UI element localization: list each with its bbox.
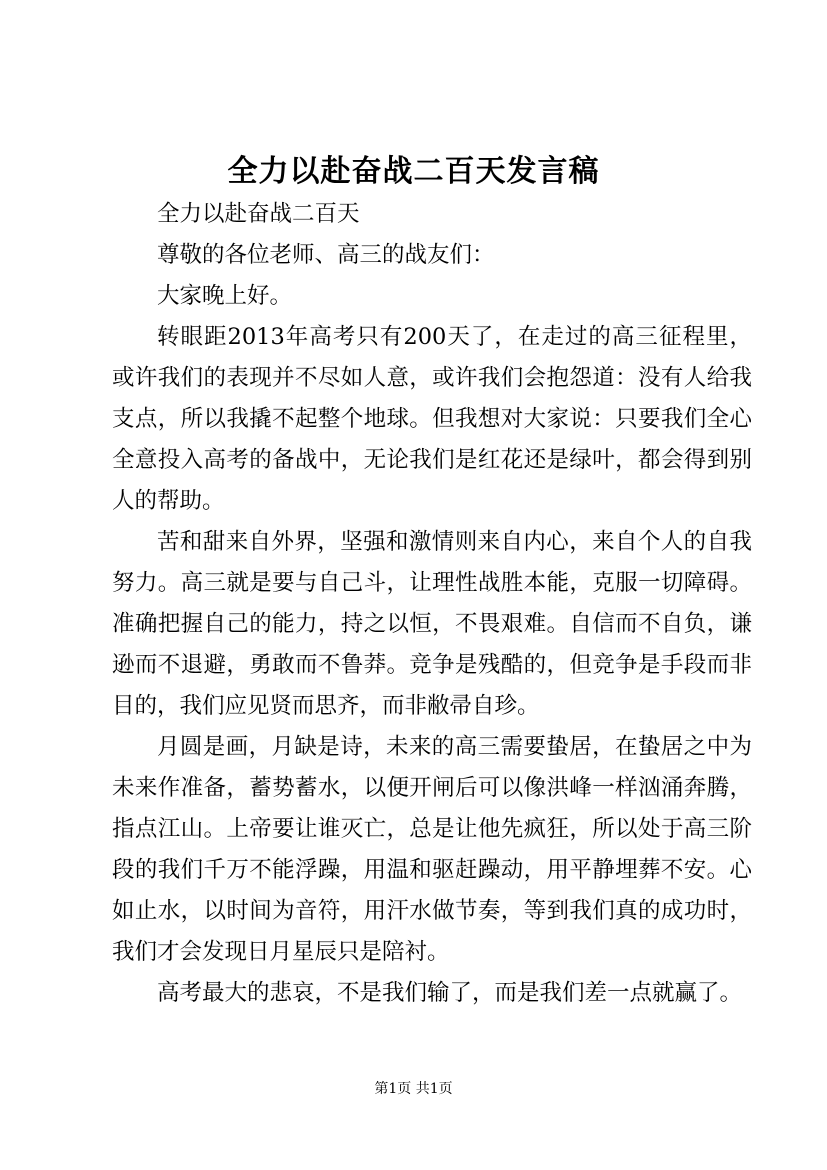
paragraph-body-4: 高考最大的悲哀，不是我们输了，而是我们差一点就赢了。 bbox=[157, 980, 743, 1006]
document-title: 全力以赴奋战二百天发言稿 bbox=[227, 154, 600, 189]
document-body bbox=[112, 194, 752, 1014]
paragraph-salutation: 尊敬的各位老师、高三的战友们： bbox=[157, 242, 495, 268]
paragraph-greeting: 大家晚上好。 bbox=[157, 283, 293, 309]
paragraph-body-1: 转眼距2013年高考只有200天了，在走过的高三征程里，或许我们的表现并不尽如人意，或许我们会抱怨道：没有人给我支点，所以我撬不起整个地球。但我想对大家说：只要我们全心全意投入高考的备战中，无论我们是红花还是绿叶，都会得到别人的帮助。 bbox=[112, 324, 752, 514]
paragraph-body-2: 苦和甜来自外界，坚强和激情则来自内心，来自个人的自我努力。高三就是要与自己斗，让理性战胜本能，克服一切障碍。准确把握自己的能力，持之以恒，不畏艰难。自信而不自负，谦逊而不退避，勇敢而不鲁莽。竞争是残酷的，但竞争是手段而非目的，我们应见贤而思齐，而非敝帚自珍。 bbox=[112, 529, 752, 719]
paragraph-body-3: 月圆是画，月缺是诗，未来的高三需要蛰居，在蛰居之中为未来作准备，蓄势蓄水，以便开闸后可以像洪峰一样汹涌奔腾，指点江山。上帝要让谁灭亡，总是让他先疯狂，所以处于高三阶段的我们千万不能浮躁，用温和驱赶躁动，用平静埋葬不安。心如止水，以时间为音符，用汗水做节奏，等到我们真的成功时，我们才会发现日月星辰只是陪衬。 bbox=[112, 734, 752, 965]
paragraph-subtitle: 全力以赴奋战二百天 bbox=[157, 201, 360, 227]
page-footer: 第1页 共1页 bbox=[374, 1081, 453, 1097]
